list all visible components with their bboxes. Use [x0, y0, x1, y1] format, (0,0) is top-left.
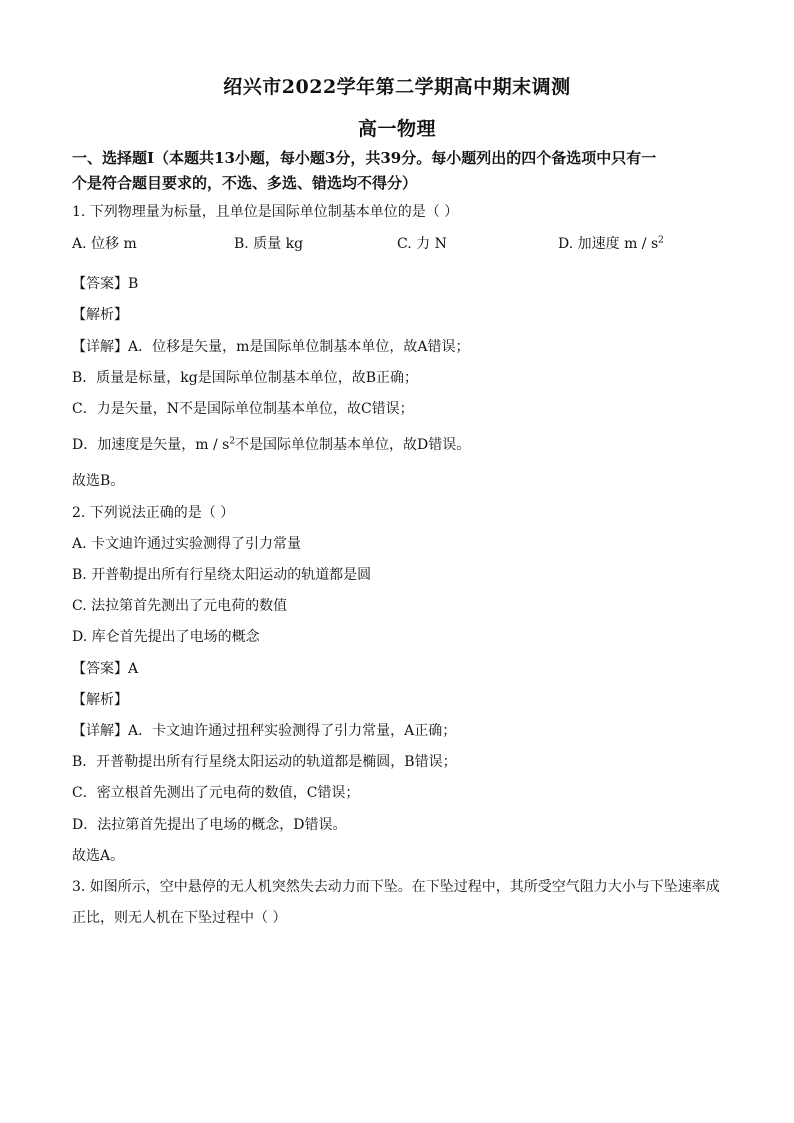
q1-detail-d-pre: D．加速度是矢量，m / s — [72, 437, 230, 453]
section-heading-line2: 个是符合题目要求的，不选、多选、错选均不得分） — [72, 174, 418, 192]
q1-analysis: 【解析】 — [72, 307, 128, 323]
section-heading-line1: 一、选择题Ⅰ（本题共13小题，每小题3分，共39分。每小题列出的四个备选项中只有一 — [72, 149, 657, 167]
q2-stem: 2. 下列说法正确的是（ ） — [72, 505, 235, 521]
q2-option-c: C. 法拉第首先测出了元电荷的数值 — [72, 598, 288, 614]
q1-conclusion: 故选B。 — [72, 473, 125, 489]
q1-option-d-text: D. 加速度 m / s — [558, 236, 659, 252]
q1-option-a: A. 位移 m — [72, 236, 137, 252]
q1-detail-c: C．力是矢量，N不是国际单位制基本单位，故C错误； — [72, 401, 414, 417]
q2-detail-b: B．开普勒提出所有行星绕太阳运动的轨道都是椭圆，B错误； — [72, 754, 457, 770]
q1-option-d — [558, 233, 664, 253]
q3-stem-line1: 3. 如图所示，空中悬停的无人机突然失去动力而下坠。在下坠过程中，其所受空气阻力大小与下坠速率成 — [72, 879, 720, 895]
q1-answer: 【答案】B — [72, 276, 139, 292]
q2-detail-d: D．法拉第首先提出了电场的概念，D错误。 — [72, 817, 347, 833]
q1-option-d-exponent: 2 — [658, 235, 664, 246]
q2-option-a: A. 卡文迪许通过实验测得了引力常量 — [72, 536, 302, 552]
document-title: 绍兴市2022学年第二学期高中期末调测 — [223, 76, 571, 98]
q1-detail-b: B．质量是标量，kg是国际单位制基本单位，故B正确； — [72, 370, 419, 386]
q1-option-b: B. 质量 kg — [234, 236, 304, 252]
q2-detail-c: C．密立根首先测出了元电荷的数值，C错误； — [72, 785, 360, 801]
q2-conclusion: 故选A。 — [72, 848, 125, 864]
q1-detail-d-exponent: 2 — [229, 436, 236, 447]
q3-stem-line2: 正比，则无人机在下坠过程中（ ） — [72, 910, 287, 926]
q1-option-c: C. 力 N — [397, 236, 447, 252]
document-subtitle: 高一物理 — [357, 118, 436, 140]
q1-detail-d — [72, 434, 470, 454]
q2-answer: 【答案】A — [72, 661, 139, 677]
q1-stem: 1. 下列物理量为标量，且单位是国际单位制基本单位的是（ ） — [72, 204, 459, 220]
q2-option-d: D. 库仑首先提出了电场的概念 — [72, 629, 260, 645]
q1-detail-a: 【详解】A．位移是矢量，m是国际单位制基本单位，故A错误； — [72, 339, 470, 355]
q2-detail-a: 【详解】A．卡文迪许通过扭秤实验测得了引力常量，A正确； — [72, 723, 457, 739]
q2-analysis: 【解析】 — [72, 692, 128, 708]
q2-option-b: B. 开普勒提出所有行星绕太阳运动的轨道都是圆 — [72, 567, 372, 583]
q1-detail-d-post: 不是国际单位制基本单位，故D错误。 — [235, 437, 471, 453]
